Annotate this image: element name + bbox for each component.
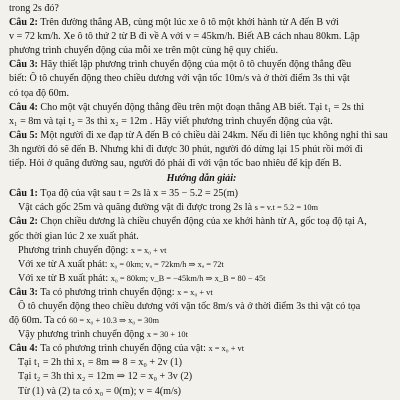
solution-2-formula-5: x₀ = 80km; v_B = −45km/h ⇒ x_B = 80 − 45t <box>110 273 266 283</box>
solution-3-label: Câu 3: <box>9 286 38 298</box>
solution-3-formula-3: 60 = x₀ + 10.3 ⇒ x₀ = 30m <box>68 316 160 326</box>
problem-4-label: Câu 4: <box>9 101 38 113</box>
solution-4-line-3: Tại t₂ = 3h thì x₂ = 12m ⇒ 12 = x₀ + 3v (2) <box>18 371 193 383</box>
problem-2-line-1 <box>9 16 394 30</box>
solution-1-line-2 <box>9 201 394 215</box>
problem-2-text-1: Trên đường thẳng AB, cùng một lúc xe ô tô một khởi hành từ A đến B với <box>40 17 339 29</box>
solution-4-label: Câu 4: <box>9 343 38 355</box>
problem-5-line-1 <box>9 129 394 143</box>
solution-3-line-3 <box>9 314 394 328</box>
solution-2-text-5: Với xe từ B xuất phát: <box>18 272 109 284</box>
problem-2-label: Câu 2: <box>9 17 38 29</box>
solution-2-label: Câu 2: <box>9 216 38 228</box>
problem-5-text-1: Một người đi xe đạp từ A đến B có chiều dài 24km. Nếu đi liên tục không nghỉ thì sau <box>40 129 388 141</box>
problem-5-text-2: 3h người đó sẽ đến B. Nhưng khi đi được 30 phút, người đó dừng lại 15 phút rồi mới đi <box>9 143 363 155</box>
solution-4-line-2: Tại t₁ = 2h thì x₁ = 8m ⇒ 8 = x₀ + 2v (1) <box>18 357 183 369</box>
solution-1-text-1: Tọa độ của vật sau t = 2s là x = 35 − 5.2 = 25(m) <box>40 188 238 200</box>
solution-1-line-1 <box>9 187 394 201</box>
solution-2-text-1: Chọn chiều dương là chiều chuyển động của xe khởi hành từ A, gốc toạ độ tại A, <box>40 216 367 228</box>
problem-5-text-3: tiếp. Hỏi ở quãng đường sau, người đó phải đi với vận tốc bao nhiêu để kịp đến B. <box>9 158 342 170</box>
solution-1-formula-2: s = v.t = 5.2 = 10m <box>254 203 319 213</box>
solution-2-formula-3: x = x₀ + vt <box>130 245 167 255</box>
solution-2-line-4 <box>9 258 394 272</box>
solution-3-text-3: độ 60m. Ta có <box>9 315 67 327</box>
solution-2-line-1 <box>9 215 394 229</box>
solution-3-text-1: Ta có phương trình chuyển động: <box>40 286 175 298</box>
problem-continuation: trong 2s đó? <box>9 3 59 14</box>
solution-3-line-1 <box>9 286 394 300</box>
problem-3-text-1: Hãy thiết lập phương trình chuyển động của một ô tô chuyển động thẳng đều <box>40 59 352 71</box>
problem-3-label: Câu 3: <box>9 59 38 71</box>
solution-3-text-2: Ô tô chuyển động theo chiều dương với vận tốc 8m/s và ở thời điểm 3s thì vật có tọa <box>18 300 361 312</box>
problem-2-text-2: v = 72 km/h. Xe ô tô thứ 2 từ B đi về A với v = 45km/h. Biết AB cách nhau 80km. Lập <box>9 31 360 43</box>
problem-5-label: Câu 5: <box>9 129 38 141</box>
solution-2-text-4: Với xe từ A xuất phát: <box>18 258 108 270</box>
solution-3-formula-1: x = x₀ + vt <box>177 287 213 297</box>
solution-2-text-3: Phương trình chuyển động: <box>18 244 129 256</box>
solution-2-text-2: gốc thời gian lúc 2 xe xuất phát. <box>9 230 139 242</box>
problem-3-text-2: biết: Ô tô chuyển động theo chiều dương với vận tốc 10m/s và ở thời điểm 3s thì vật <box>9 73 350 85</box>
problem-4-text-2: x₁ = 8m và tại t₂ = 3s thì x₂ = 12m . Hãy viết phương trình chuyển động của vật. <box>9 115 333 127</box>
problem-4-text-1: Cho một vật chuyển động thẳng đều trên một đoạn thẳng AB biết. Tại t₁ = 2s thì <box>40 101 364 113</box>
solution-2-line-3 <box>9 244 394 258</box>
solution-3-line-4 <box>9 328 394 342</box>
solution-4-text-1: Ta có phương trình chuyển động của vật: <box>40 343 206 355</box>
problem-3-line-1 <box>9 58 394 72</box>
solution-1-label: Câu 1: <box>9 188 38 200</box>
problem-3-text-3: có tọa độ 60m. <box>9 87 69 99</box>
solution-2-formula-4: x₀ = 0km; vₐ = 72km/h ⇒ xₐ = 72t <box>110 259 224 269</box>
solution-4-line-1 <box>9 342 394 356</box>
solution-4-formula-1: x = x₀ + vt <box>208 344 245 354</box>
solution-4-line-4: Từ (1) và (2) ta có x₀ = 0(m); v = 4(m/s) <box>18 385 182 397</box>
solution-3-text-4: Vậy phương trình chuyển động <box>18 329 145 341</box>
problem-2-text-3: phương trình chuyển động của mỗi xe trên một cùng hệ quy chiếu. <box>9 45 278 57</box>
solution-2-line-5 <box>9 272 394 286</box>
solution-1-text-2: Vật cách gốc 25m và quãng đường vật đi được trong 2s là <box>18 202 253 214</box>
solution-heading: Hướng dẫn giải: <box>166 173 237 185</box>
solution-3-formula-4: x = 30 + 10t <box>146 330 188 340</box>
problem-4-line-1 <box>9 101 394 115</box>
